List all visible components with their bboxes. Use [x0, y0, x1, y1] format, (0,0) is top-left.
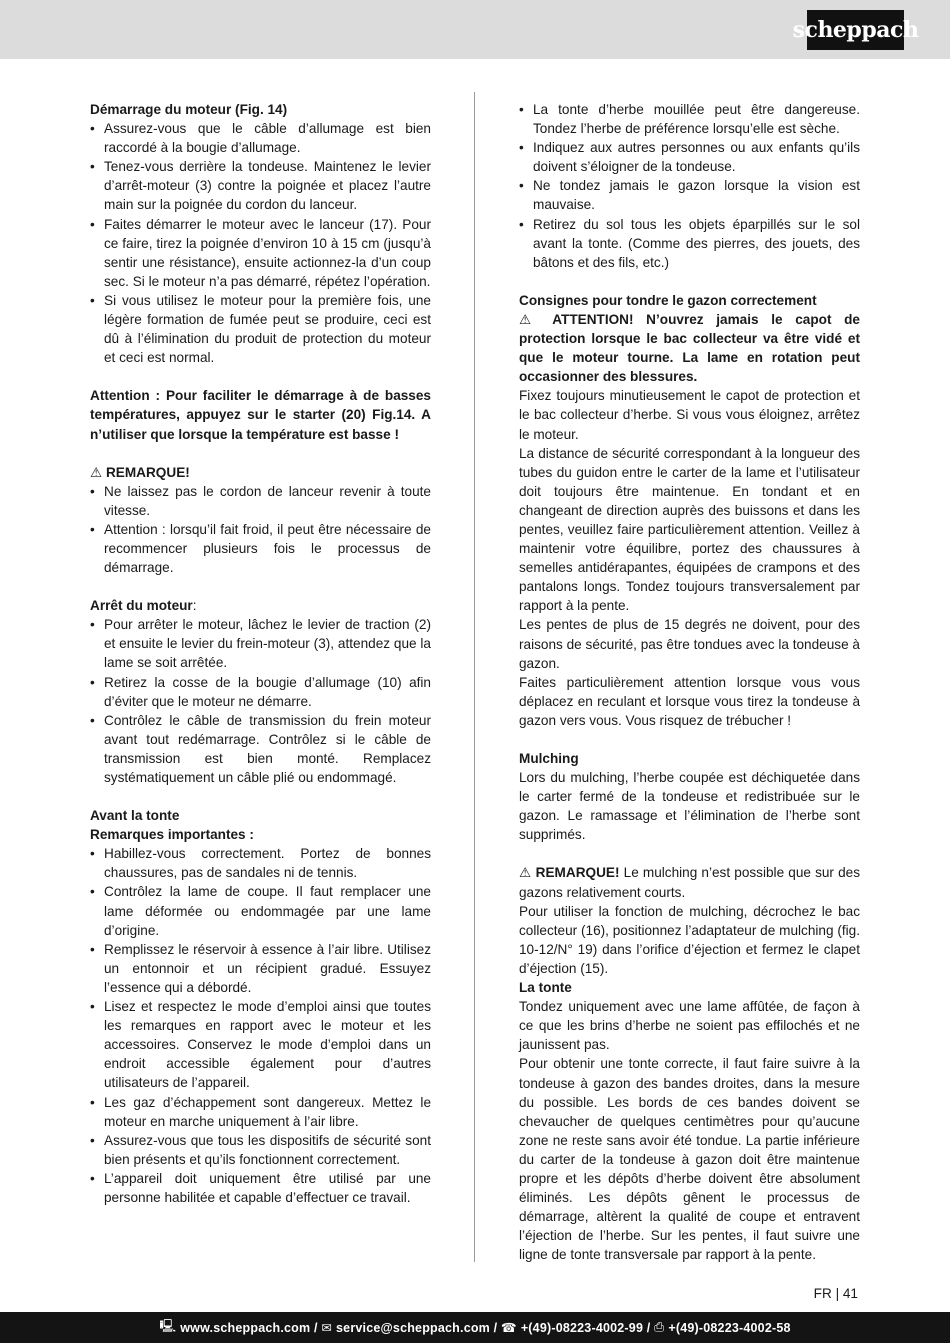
list-item: • Attention : lorsqu’il fait froid, il peut être nécessaire de recommencer plusieurs fois le processus de démarrage.: [90, 520, 431, 577]
list-item: • Les gaz d’échappement sont dangereux. Mettez le moteur en marche uniquement à l’air libre.: [90, 1093, 431, 1131]
attention-note: Attention : Pour faciliter le démarrage à de basses températures, appuyez sur le starter (20) Fig.14. A n’utiliser que lorsque la température est basse !: [90, 388, 431, 442]
section-heading-tonte: La tonte: [519, 980, 572, 996]
list-item: • Ne tondez jamais le gazon lorsque la vision est mauvaise.: [519, 176, 860, 214]
section-heading-mulching: Mulching: [519, 751, 579, 766]
paragraph: Faites particulièrement attention lorsque vous vous déplacez en reculant et lorsque vous tirez la tondeuse à gazon vers vous. Vous risquez de trébucher !: [519, 674, 860, 728]
right-column: [519, 100, 860, 1264]
list-item: • Lisez et respectez le mode d’emploi ainsi que toutes les remarques en rapport avec le moteur et les accessoires. Conservez le mode d’emploi dans un endroit accessible également pour d’autres utilisateurs de l’appareil.: [90, 997, 431, 1092]
remarque-label: ⚠ REMARQUE!: [519, 865, 620, 881]
list-item: • Tenez-vous derrière la tondeuse. Maintenez le levier d’arrêt-moteur (3) contre la poignée et placez l’autre main sur la poignée du cordon du lanceur.: [90, 157, 431, 214]
list-item: • Retirez du sol tous les objets éparpillés sur le sol avant la tonte. (Comme des pierres, des jouets, des bâtons et des fils, etc.): [519, 215, 860, 272]
column-divider: [474, 92, 475, 1262]
scheppach-logo: scheppach: [807, 10, 904, 50]
section-heading-consignes: Consignes pour tondre le gazon correctement: [519, 292, 817, 308]
avant-list: [90, 844, 431, 1207]
list-item: • Assurez-vous que tous les dispositifs de sécurité sont bien présents et qu’ils fonctionnent correctement.: [90, 1131, 431, 1169]
arret-list: [90, 615, 431, 787]
remarque-heading: ⚠ REMARQUE!: [90, 464, 190, 480]
footer-phone: +(49)-08223-4002-99 /: [520, 1320, 651, 1335]
paragraph: La distance de sécurité correspondant à la longueur des tubes du guidon entre le carter de la lame et l’utilisateur doit toujours être maintenue. En tondant et en changeant de direction auprès des buissons et dans les pentes, veuillez faire particulièrement attention. Veillez à maintenir votre équilibre, portez des chaussures à semelles antidérapantes, équipées de crampons et des pantalons longs. Tondez toujours transversalement par rapport à la pente.: [519, 445, 860, 614]
section-heading-avant: Avant la tonte: [90, 808, 180, 824]
arret-heading-text: Arrêt du moteur: [90, 598, 193, 614]
arret-heading-colon: :: [192, 598, 197, 614]
remarques-importantes-heading: Remarques importantes :: [90, 827, 254, 843]
remarque-list: [90, 482, 431, 577]
paragraph: Pour utiliser la fonction de mulching, décrochez le bac collecteur (16), positionnez l’adaptateur de mulching (fig. 10-12/N° 19) dans l’orifice d’éjection et fermez le clapet d’éjection (15).: [519, 903, 860, 976]
list-item: • Faites démarrer le moteur avec le lanceur (17). Pour ce faire, tirez la poignée d’environ 10 à 15 cm (jusqu’à sentir une résistance), ensuite actionnez-la d’un coup sec. Si le moteur n’a pas démarré, répétez l’opération.: [90, 215, 431, 291]
list-item: • Remplissez le réservoir à essence à l’air libre. Utilisez un entonnoir et un récipient gradué. Essuyez l’essence qui a débordé.: [90, 940, 431, 997]
list-item: • Pour arrêter le moteur, lâchez le levier de traction (2) et ensuite le levier du frein-moteur (3), attendez que la lame se soit arrêtée.: [90, 615, 431, 672]
paragraph: Pour obtenir une tonte correcte, il faut faire suivre à la tondeuse à gazon des bandes droites, dans la mesure du possible. Les bords de ces bandes doivent se chevaucher de quelques centimètres pour qu’aucune zone ne reste sans avoir été tondue. La partie inférieure du carter de la tondeuse à gazon doit être maintenue propre et les dépôts d’herbe doivent être absolument éliminés. Les dépôts gênent le processus de démarrage, altèrent la qualité de coupe et entravent l’éjection de l’herbe. Sur les pentes, il faut suivre une ligne de tonte transversale par rapport à la pente.: [519, 1056, 860, 1263]
attention-warning: ⚠ ATTENTION! N’ouvrez jamais le capot de protection lorsque le bac collecteur va être vidé et que le moteur tourne. La lame en rotation peut occasionner des blessures.: [519, 311, 860, 385]
paragraph: Les pentes de plus de 15 degrés ne doivent, pour des raisons de sécurité, pas être tondues avec la tondeuse à gazon.: [519, 617, 860, 671]
mulching-remarque: [519, 863, 860, 901]
section-heading-arret: [90, 596, 431, 615]
phone-icon: ☎: [501, 1321, 517, 1335]
footer-fax: +(49)-08223-4002-58: [668, 1320, 791, 1335]
section-heading-demarrage: Démarrage du moteur (Fig. 14): [90, 102, 288, 117]
footer-bar: [0, 1312, 950, 1343]
list-item: • Indiquez aux autres personnes ou aux enfants qu’ils doivent s’éloigner de la tondeuse.: [519, 138, 860, 176]
page-number: FR | 41: [813, 1286, 858, 1301]
list-item: • Ne laissez pas le cordon de lanceur revenir à toute vitesse.: [90, 482, 431, 520]
fax-icon: ⎙: [654, 1320, 665, 1334]
remarque-text: Le mulching n’est possible que sur des gazons relativement courts.: [519, 865, 860, 900]
demarrage-list: [90, 119, 431, 367]
paragraph: Fixez toujours minutieusement le capot de protection et le bac collecteur d’herbe. Si vous vous éloignez, arrêtez le moteur.: [519, 388, 860, 442]
list-item: • Contrôlez la lame de coupe. Il faut remplacer une lame déformée ou endommagée par une lame d’origine.: [90, 882, 431, 939]
list-item: • Si vous utilisez le moteur pour la première fois, une légère formation de fumée peut se produire, ceci est dû à l’élimination du produit de protection du moteur et ceci est normal.: [90, 291, 431, 367]
list-item: • Habillez-vous correctement. Portez de bonnes chaussures, pas de sandales ni de tennis.: [90, 844, 431, 882]
list-item: • L’appareil doit uniquement être utilisé par une personne habilitée et capable d’effectuer ce travail.: [90, 1169, 431, 1207]
footer-email[interactable]: service@scheppach.com /: [336, 1320, 498, 1335]
mail-icon: ✉: [321, 1321, 333, 1335]
paragraph: Lors du mulching, l’herbe coupée est déchiquetée dans le carter fermé de la tondeuse et redistribuée sur le gazon. Le ramassage et l’élimination de l’herbe sont supprimés.: [519, 770, 860, 843]
safety-list: [519, 100, 860, 272]
list-item: • Assurez-vous que le câble d’allumage est bien raccordé à la bougie d’allumage.: [90, 119, 431, 157]
list-item: • La tonte d’herbe mouillée peut être dangereuse. Tondez l’herbe de préférence lorsqu’elle est sèche.: [519, 100, 860, 138]
list-item: • Retirez la cosse de la bougie d’allumage (10) afin d’éviter que le moteur ne démarre.: [90, 673, 431, 711]
footer-website[interactable]: www.scheppach.com /: [180, 1320, 318, 1335]
left-column: [90, 100, 431, 1207]
computer-icon: 🖳: [159, 1319, 177, 1333]
header-bar: [0, 0, 950, 59]
list-item: • Contrôlez le câble de transmission du frein moteur avant tout redémarrage. Contrôlez si le câble de transmission est bien monté. Remplacez systématiquement un câble plié ou endommagé.: [90, 711, 431, 787]
paragraph: Tondez uniquement avec une lame affûtée, de façon à ce que les brins d’herbe ne soient pas effilochés et ne jaunissent pas.: [519, 999, 860, 1053]
